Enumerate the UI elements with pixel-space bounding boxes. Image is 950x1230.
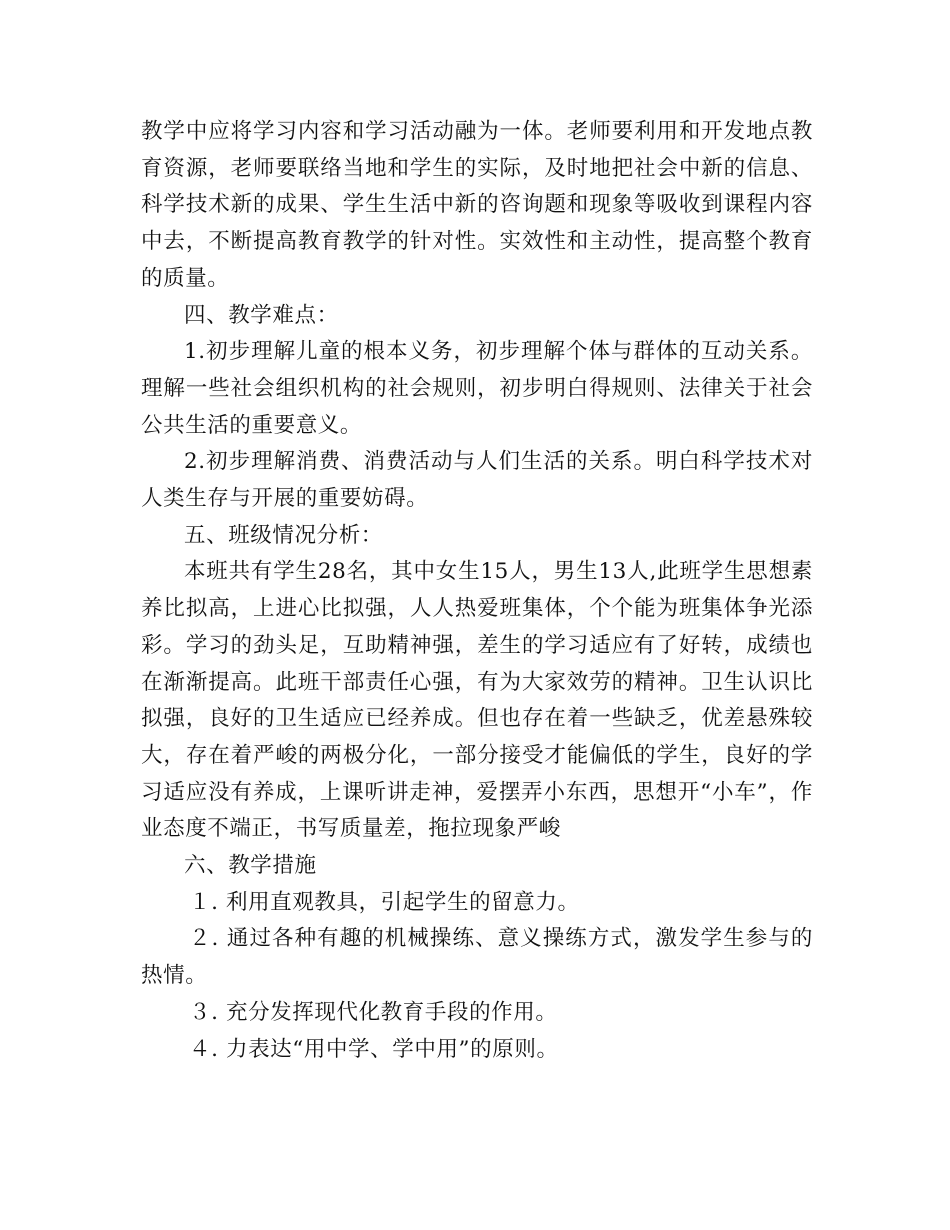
paragraph-measure-3: ３. 充分发挥现代化教育手段的作用。 [189,999,558,1025]
document-body [141,114,813,1068]
section-heading-teaching-measures: 六、教学措施 [184,853,317,879]
section-heading-class-analysis: 五、班级情况分析： [184,522,383,548]
paragraph-measure-2: ２. 通过各种有趣的机械操练、意义操练方式，激发学生参与的热情。 [141,926,813,989]
paragraph-difficulty-2: 2.初步理解消费、消费活动与人们生活的关系。明白科学技术对人类生存与开展的重要妨碍。 [141,449,813,512]
paragraph-difficulty-1: 1.初步理解儿童的根本义务，初步理解个体与群体的互动关系。理解一些社会组织机构的社会规则，初步明白得规则、法律关于社会公共生活的重要意义。 [141,339,813,438]
paragraph-class-analysis: 本班共有学生28名，其中女生15人，男生13人,此班学生思想素养比拟高，上进心比拟强，人人热爱班集体，个个能为班集体争光添彩。学习的劲头足，互助精神强，差生的学习适应有了好转，成绩也在渐渐提高。此班干部责任心强，有为大家效劳的精神。卫生认识比拟强，良好的卫生适应已经养成。但也存在着一些缺乏，优差悬殊较大，存在着严峻的两极分化，一部分接受才能偏低的学生，良好的学习适应没有养成，上课听讲走神，爱摆弄小东西，思想开“小车”，作业态度不端正，书写质量差，拖拉现象严峻 [141,559,813,842]
paragraph-measure-1: １. 利用直观教具，引起学生的留意力。 [189,889,580,915]
paragraph-intro-continued: 教学中应将学习内容和学习活动融为一体。老师要利用和开发地点教育资源，老师要联络当地和学生的实际，及时地把社会中新的信息、科学技术新的成果、学生生活中新的咨询题和现象等吸收到课程内容中去，不断提高教育教学的针对性。实效性和主动性，提高整个教育的质量。 [141,119,813,291]
section-heading-teaching-difficulties: 四、教学难点： [184,302,339,328]
paragraph-measure-4: ４. 力表达“用中学、学中用”的原则。 [189,1036,559,1062]
